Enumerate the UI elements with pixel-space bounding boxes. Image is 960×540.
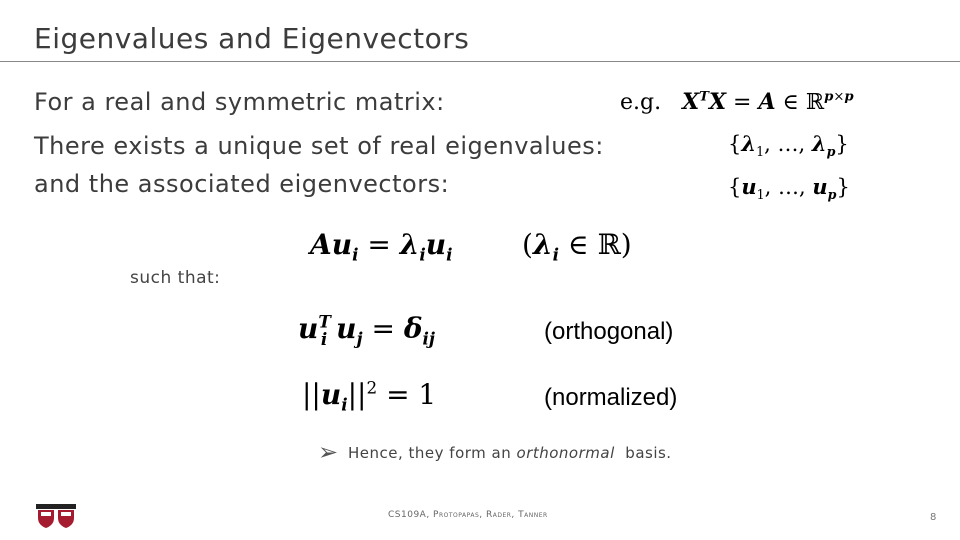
conclusion-suffix: basis.	[625, 444, 672, 462]
label-normalized: (normalized)	[544, 384, 678, 411]
label-orthogonal: (orthogonal)	[544, 318, 674, 345]
text-eigenvalues: There exists a unique set of real eigenvalues:	[34, 132, 604, 160]
text-symmetric-matrix: For a real and symmetric matrix:	[34, 88, 445, 116]
math-eigenvalue-set: {$\lambda_1$, …, $\lambda_p$}	[728, 131, 849, 160]
eg-label: e.g.	[620, 90, 662, 115]
footer-authors: CS109A, Protopapas, Rader, Tanner	[388, 510, 548, 520]
math-normalization: $||u_i||^2 = 1$	[302, 378, 437, 415]
slide-title: Eigenvalues and Eigenvectors	[34, 22, 470, 55]
text-conclusion	[348, 444, 672, 462]
math-eigenvector-set: {$u_1$, …, $u_p$}	[728, 174, 850, 203]
title-divider	[0, 61, 960, 62]
conclusion-emphasis: orthonormal	[516, 444, 615, 462]
math-example: e.g. $X^TX = A$ ∈ ℝ$^{p\times p}$	[620, 89, 854, 115]
math-eigen-equation: $Au_i = \lambda_iu_i$	[310, 228, 453, 265]
page-number: 8	[930, 512, 937, 523]
bullet-arrow-icon: ➢	[318, 438, 339, 466]
text-such-that: such that:	[130, 268, 221, 288]
text-eigenvectors: and the associated eigenvectors:	[34, 170, 450, 198]
math-orthogonality: $u^T_i$ $u_j = \delta_{ij}$	[298, 312, 435, 349]
harvard-logo	[36, 504, 76, 528]
conclusion-prefix: Hence, they form an	[348, 444, 512, 462]
math-real-condition: ($\lambda_i$ ∈ ℝ)	[522, 228, 632, 265]
